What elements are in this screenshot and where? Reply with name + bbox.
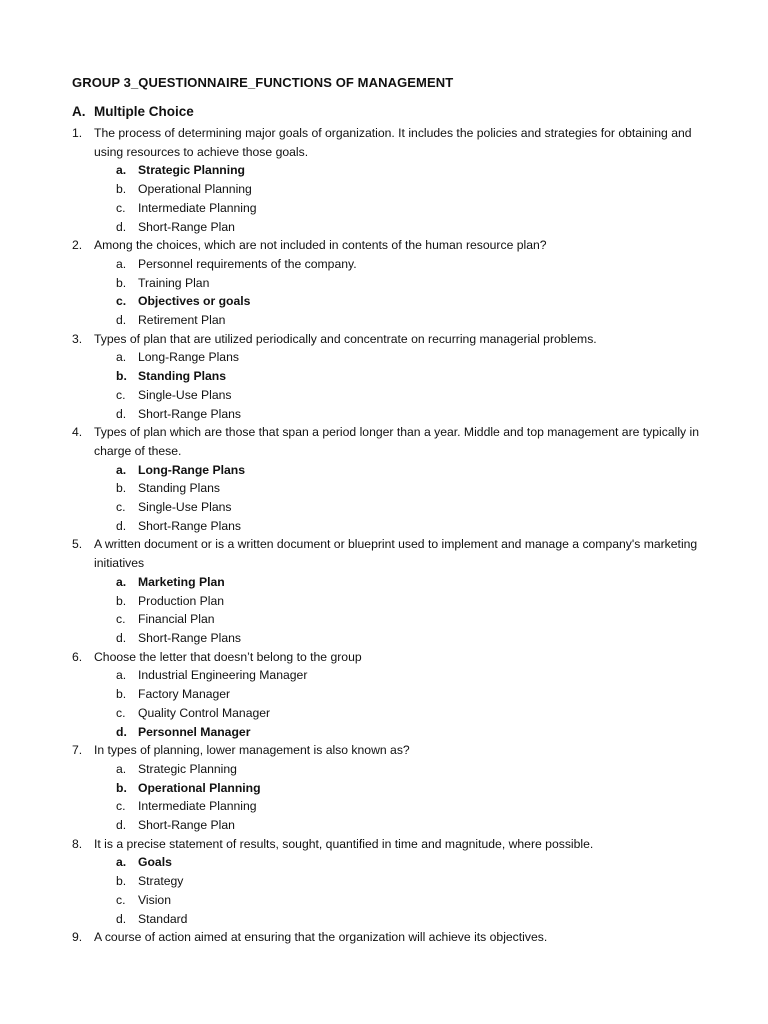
choice-text: Short-Range Plan (138, 818, 235, 833)
answer-choice (72, 479, 712, 498)
choice-letter: d. (116, 630, 127, 645)
question-number: 1. (72, 126, 83, 140)
answer-choice (72, 274, 712, 293)
choice-text: Quality Control Manager (138, 705, 271, 720)
question-text: A course of action aimed at ensuring that the organization will achieve its objectives. (94, 930, 548, 945)
choice-letter: c. (116, 200, 126, 215)
choice-letter: a. (116, 350, 127, 365)
choice-letter: c. (116, 892, 126, 907)
answer-choice (72, 872, 712, 891)
question-item (72, 236, 712, 255)
choice-text: Standing Plans (138, 369, 227, 384)
question-item (72, 535, 712, 572)
choice-text: Strategic Planning (138, 163, 245, 178)
choice-text: Operational Planning (138, 182, 252, 197)
answer-choice (72, 797, 712, 816)
answer-choice (72, 723, 712, 742)
answer-choice (72, 161, 712, 180)
choice-text: Vision (138, 892, 171, 907)
choice-letter: a. (116, 855, 127, 870)
choice-text: Short-Range Plan (138, 219, 235, 234)
choice-letter: b. (116, 481, 127, 496)
section-letter: A. (72, 104, 86, 119)
choice-letter: a. (116, 761, 127, 776)
question-number: 9. (72, 930, 83, 945)
answer-choice (72, 704, 712, 723)
question-item (72, 741, 712, 760)
choice-text: Marketing Plan (138, 574, 225, 589)
choice-letter: d. (116, 219, 127, 234)
answer-choice (72, 180, 712, 199)
choice-text: Production Plan (138, 593, 225, 608)
choice-text: Operational Planning (138, 780, 261, 795)
question-item (72, 124, 712, 161)
choice-text: Personnel Manager (138, 724, 251, 739)
choice-text: Factory Manager (138, 687, 231, 702)
choice-letter: c. (116, 294, 127, 309)
question-text: A written document or is a written document or blueprint used to implement and manage a company's marketing initiatives (94, 537, 698, 571)
answer-choice (72, 573, 712, 592)
choice-letter: b. (116, 593, 127, 608)
choice-letter: d. (116, 313, 127, 328)
question-number: 4. (72, 425, 83, 440)
choice-letter: a. (116, 163, 127, 178)
choice-text: Industrial Engineering Manager (138, 668, 308, 683)
answer-choice (72, 629, 712, 648)
answer-choice (72, 853, 712, 872)
answer-choice (72, 592, 712, 611)
choice-letter: a. (116, 462, 127, 477)
choice-text: Single-Use Plans (138, 500, 232, 515)
question-text: The process of determining major goals of organization. It includes the policies and strategies for obtaining and using resources to achieve those goals. (94, 126, 692, 159)
answer-choice (72, 461, 712, 480)
choice-text: Short-Range Plans (138, 518, 241, 533)
answer-choice (72, 891, 712, 910)
choice-text: Retirement Plan (138, 313, 226, 328)
choice-letter: a. (116, 668, 127, 683)
question-item (72, 423, 712, 460)
choice-text: Strategy (138, 874, 184, 889)
choice-text: Intermediate Planning (138, 799, 257, 814)
answer-choice (72, 367, 712, 386)
question-text: Types of plan that are utilized periodically and concentrate on recurring managerial problems. (94, 331, 597, 346)
choice-letter: a. (116, 574, 127, 589)
choice-text: Training Plan (138, 275, 210, 290)
question-item (72, 330, 712, 349)
question-number: 8. (72, 836, 83, 851)
choice-letter: d. (116, 724, 127, 739)
choice-text: Goals (138, 855, 172, 870)
choice-letter: c. (116, 705, 126, 720)
choice-letter: a. (116, 256, 127, 271)
section-title: Multiple Choice (94, 104, 194, 119)
choice-letter: b. (116, 874, 127, 889)
choice-text: Short-Range Plans (138, 406, 241, 421)
question-item (72, 648, 712, 667)
answer-choice (72, 405, 712, 424)
choice-letter: b. (116, 687, 127, 702)
choice-letter: c. (116, 612, 126, 627)
choice-text: Financial Plan (138, 612, 215, 627)
choice-letter: d. (116, 406, 127, 421)
choice-letter: d. (116, 911, 127, 926)
question-text: In types of planning, lower management is also known as? (94, 743, 410, 758)
question-number: 2. (72, 238, 83, 253)
answer-choice (72, 292, 712, 311)
answer-choice (72, 685, 712, 704)
choice-letter: c. (116, 387, 126, 402)
choice-letter: b. (116, 182, 127, 197)
answer-choice (72, 498, 712, 517)
answer-choice (72, 517, 712, 536)
answer-choice (72, 816, 712, 835)
question-number: 5. (72, 537, 83, 552)
section-heading (72, 104, 194, 119)
choice-letter: c. (116, 799, 126, 814)
answer-choice (72, 779, 712, 798)
choice-text: Standing Plans (138, 481, 220, 496)
answer-choice (72, 610, 712, 629)
choice-text: Long-Range Plans (138, 462, 245, 477)
question-text: Types of plan which are those that span a period longer than a year. Middle and top management are typically in charge of these. (94, 425, 700, 458)
choice-text: Short-Range Plans (138, 630, 241, 645)
choice-text: Standard (138, 911, 188, 926)
choice-letter: d. (116, 818, 127, 833)
question-list (72, 124, 712, 947)
choice-text: Objectives or goals (138, 294, 251, 309)
choice-text: Personnel requirements of the company. (138, 256, 357, 271)
choice-letter: b. (116, 275, 127, 290)
answer-choice (72, 218, 712, 237)
answer-choice (72, 199, 712, 218)
question-text: Among the choices, which are not included in contents of the human resource plan? (94, 238, 547, 253)
answer-choice (72, 760, 712, 779)
answer-choice (72, 910, 712, 929)
choice-text: Single-Use Plans (138, 387, 232, 402)
answer-choice (72, 386, 712, 405)
question-number: 3. (72, 331, 83, 346)
choice-letter: b. (116, 369, 127, 384)
choice-letter: c. (116, 500, 126, 515)
question-number: 6. (72, 649, 83, 664)
question-item (72, 835, 712, 854)
question-text: It is a precise statement of results, sought, quantified in time and magnitude, where possible. (94, 836, 594, 851)
choice-letter: b. (116, 780, 127, 795)
answer-choice (72, 666, 712, 685)
choice-text: Long-Range Plans (138, 350, 239, 365)
question-number: 7. (72, 743, 83, 758)
answer-choice (72, 255, 712, 274)
choice-text: Strategic Planning (138, 761, 237, 776)
choice-text: Intermediate Planning (138, 200, 257, 215)
document-title: GROUP 3_QUESTIONNAIRE_FUNCTIONS OF MANAGEMENT (72, 75, 454, 90)
question-item (72, 928, 712, 947)
choice-letter: d. (116, 518, 127, 533)
answer-choice (72, 311, 712, 330)
question-text: Choose the letter that doesn’t belong to the group (94, 649, 362, 664)
answer-choice (72, 348, 712, 367)
